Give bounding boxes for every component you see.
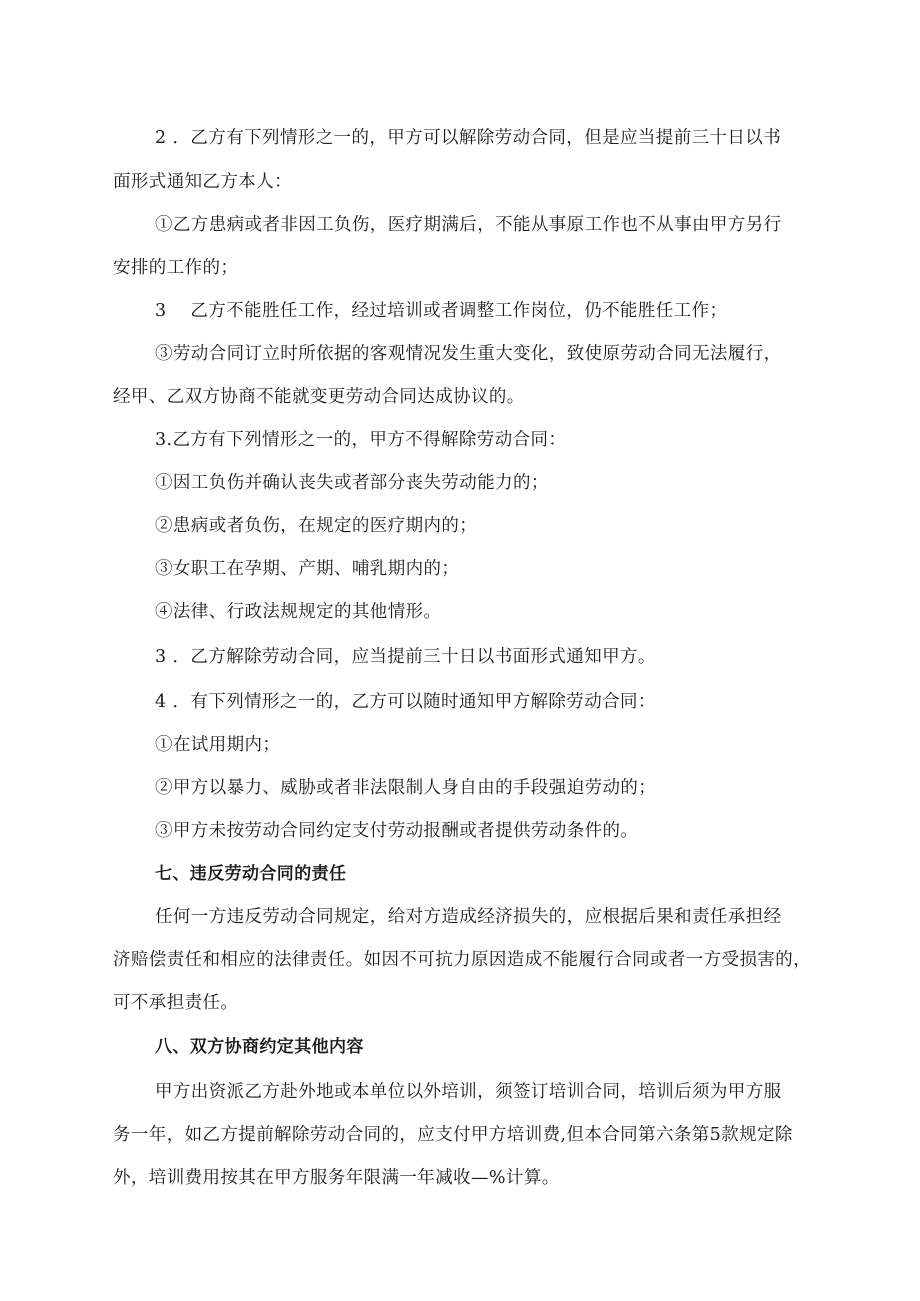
clause-3-item-3: ③女职工在孕期、产期、哺乳期内的； — [155, 559, 460, 579]
item-3-line-1: ③劳动合同订立时所依据的客观情况发生重大变化，致使原劳动合同无法履行， — [155, 344, 782, 364]
item-1-line-1: ①乙方患病或者非因工负伤，医疗期满后，不能从事原工作也不从事由甲方另行 — [155, 215, 782, 235]
item-2-line: 3 乙方不能胜任工作，经过培训或者调整工作岗位，仍不能胜任工作； — [155, 301, 728, 321]
clause-3-item-2: ②患病或者负伤，在规定的医疗期内的； — [155, 516, 478, 536]
clause-4-item-3: ③甲方未按劳动合同约定支付劳动报酬或者提供劳动条件的。 — [155, 821, 639, 841]
clause-4-item-1: ①在试用期内； — [155, 735, 281, 755]
clause-3-item-4: ④法律、行政法规规定的其他情形。 — [155, 602, 442, 622]
section-7-para-line-1: 任何一方违反劳动合同规定，给对方造成经济损失的，应根据后果和责任承担经 — [155, 907, 782, 927]
section-8-para-line-1: 甲方出资派乙方赴外地或本单位以外培训，须签订培训合同，培训后须为甲方服 — [155, 1082, 782, 1102]
clause-3b-line: 3 ．乙方解除劳动合同，应当提前三十日以书面形式通知甲方。 — [155, 647, 656, 667]
section-7-heading: 七、违反劳动合同的责任 — [155, 864, 347, 884]
section-8-para-line-2: 务一年，如乙方提前解除劳动合同的，应支付甲方培训费,但本合同第六条第5款规定除 — [113, 1125, 793, 1145]
clause-3-item-1: ①因工负伤并确认丧失或者部分丧失劳动能力的； — [155, 473, 549, 493]
clause-3-heading: 3.乙方有下列情形之一的，甲方不得解除劳动合同： — [155, 430, 567, 450]
item-1-line-2: 安排的工作的； — [113, 258, 239, 278]
section-7-para-line-2: 济赔偿责任和相应的法律责任。如因不可抗力原因造成不能履行合同或者一方受损害的， — [113, 950, 812, 970]
clause-4-heading: 4 ．有下列情形之一的，乙方可以随时通知甲方解除劳动合同： — [155, 692, 656, 712]
section-8-heading: 八、双方协商约定其他内容 — [155, 1037, 364, 1057]
clause-2-line-2: 面形式通知乙方本人： — [113, 172, 292, 192]
section-8-para-line-3: 外，培训费用按其在甲方服务年限满一年减收—%计算。 — [113, 1168, 560, 1188]
item-3-line-2: 经甲、乙双方协商不能就变更劳动合同达成协议的。 — [113, 387, 525, 407]
clause-4-item-2: ②甲方以暴力、威胁或者非法限制人身自由的手段强迫劳动的； — [155, 778, 657, 798]
section-7-para-line-3: 可不承担责任。 — [113, 993, 239, 1013]
clause-2-line-1: 2 ．乙方有下列情形之一的，甲方可以解除劳动合同，但是应当提前三十日以书 — [155, 128, 782, 148]
